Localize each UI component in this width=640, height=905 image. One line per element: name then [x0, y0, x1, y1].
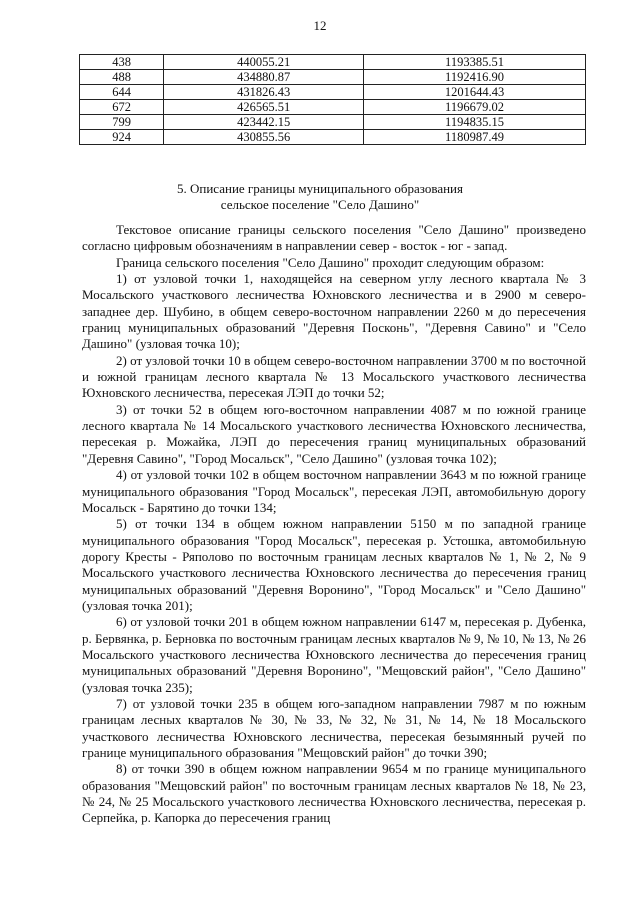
section-title-line: 5. Описание границы муниципального образования [177, 181, 463, 196]
paragraph-lead: Граница сельского поселения "Село Дашино" проходит следующим образом: [116, 254, 545, 270]
y-coordinate-cell: 1194835.15 [364, 115, 586, 130]
point-number-cell: 672 [80, 100, 164, 115]
paragraph-intro: Текстовое описание границы сельского поселения "Село Дашино" произведено согласно цифровым обозначениям в направлении север - восток - юг - запад. [82, 222, 586, 254]
table-row [80, 55, 586, 70]
section-title-line: сельское поселение "Село Дашино" [220, 197, 420, 212]
x-coordinate-cell: 434880.87 [164, 70, 364, 85]
point-number-cell: 924 [80, 130, 164, 145]
point-number-cell: 799 [80, 115, 164, 130]
coordinates-table [79, 54, 586, 145]
x-coordinate-cell: 423442.15 [164, 115, 364, 130]
page-number: 12 [313, 18, 327, 33]
table-row [80, 85, 586, 100]
table-row [80, 70, 586, 85]
x-coordinate-cell: 440055.21 [164, 55, 364, 70]
point-number-cell: 438 [80, 55, 164, 70]
y-coordinate-cell: 1193385.51 [364, 55, 586, 70]
paragraph-segment-2: 2) от узловой точки 10 в общем северо-восточном направлении 3700 м по восточной и южной границам лесного квартала № 13 Мосальского участкового лесничества Юхновского лесничества, пересекая ЛЭП до точки 52; [82, 352, 586, 401]
table-row [80, 115, 586, 130]
point-number-cell: 644 [80, 85, 164, 100]
paragraph-segment-4: 4) от узловой точки 102 в общем восточном направлении 3643 м по южной границе муниципального образования "Город Мосальск", пересекая ЛЭП, автомобильную дорогу Мосальск - Барятино до точки 134; [82, 467, 586, 515]
paragraph-segment-8: 8) от точки 390 в общем южном направлении 9654 м по границе муниципального образования "Мещовский район" по восточным границам лесных кварталов № 18, № 23, № 24, № 25 Мосальского участкового лесничества Юхновского лесничества, пересекая р. Серпейка, р. Капорка до пересечения границ [82, 761, 586, 826]
table-row [80, 100, 586, 115]
y-coordinate-cell: 1196679.02 [364, 100, 586, 115]
x-coordinate-cell: 430855.56 [164, 130, 364, 145]
paragraph-segment-5: 5) от точки 134 в общем южном направлении 5150 м по западной границе муниципального образования "Город Мосальск", пересекая р. Устошка, автомобильную дорогу Кресты - Ряполово по восточным границам лесных кварталов № 1, № 2, № 9 Мосальского участкового лесничества Юхновского лесничества до пересечения границ муниципальных образований "Деревня Воронино", "Город Мосальск" и "Село Дашино" (узловая точка 201); [82, 516, 586, 613]
table-row [80, 130, 586, 145]
point-number-cell: 488 [80, 70, 164, 85]
paragraph-segment-1: 1) от узловой точки 1, находящейся на северном углу лесного квартала № 3 Мосальского участкового лесничества Юхновского лесничества и в 2900 м северо-западнее дер. Шубино, в общем северо-восточном направлении 2260 м до пересечения границ муниципальных образований "Деревня Посконь", "Деревня Савино" и "Село Дашино" (узловая точка 10); [82, 271, 586, 352]
boundary-description [82, 222, 586, 827]
x-coordinate-cell: 431826.43 [164, 85, 364, 100]
x-coordinate-cell: 426565.51 [164, 100, 364, 115]
y-coordinate-cell: 1180987.49 [364, 130, 586, 145]
y-coordinate-cell: 1201644.43 [364, 85, 586, 100]
paragraph-segment-6: 6) от узловой точки 201 в общем южном направлении 6147 м, пересекая р. Дубенка, р. Бервянка, р. Берновка по восточным границам лесных кварталов № 9, № 10, № 13, № 26 Мосальского участкового лесничества Юхновского лесничества до пересечения границ муниципальных образований "Деревня Воронино", "Мещовский район", "Село Дашино" (узловая точка 235); [82, 614, 586, 695]
y-coordinate-cell: 1192416.90 [364, 70, 586, 85]
paragraph-segment-3: 3) от точки 52 в общем юго-восточном направлении 4087 м по южной границе лесного квартала № 14 Мосальского участкового лесничества Юхновского лесничества, пересекая р. Можайка, ЛЭП до пересечения границ муниципальных образований "Деревня Савино", "Город Мосальск", "Село Дашино" (узловая точка 102); [82, 401, 586, 466]
section-title [0, 181, 640, 213]
paragraph-segment-7: 7) от узловой точки 235 в общем юго-западном направлении 7987 м по южным границам лесных кварталов № 30, № 33, № 32, № 31, № 14, № 18 Мосальского участкового лесничества Юхновского лесничества, пересекая безымянный ручей по границе муниципального образования "Мещовский район" до точки 390; [82, 695, 586, 760]
